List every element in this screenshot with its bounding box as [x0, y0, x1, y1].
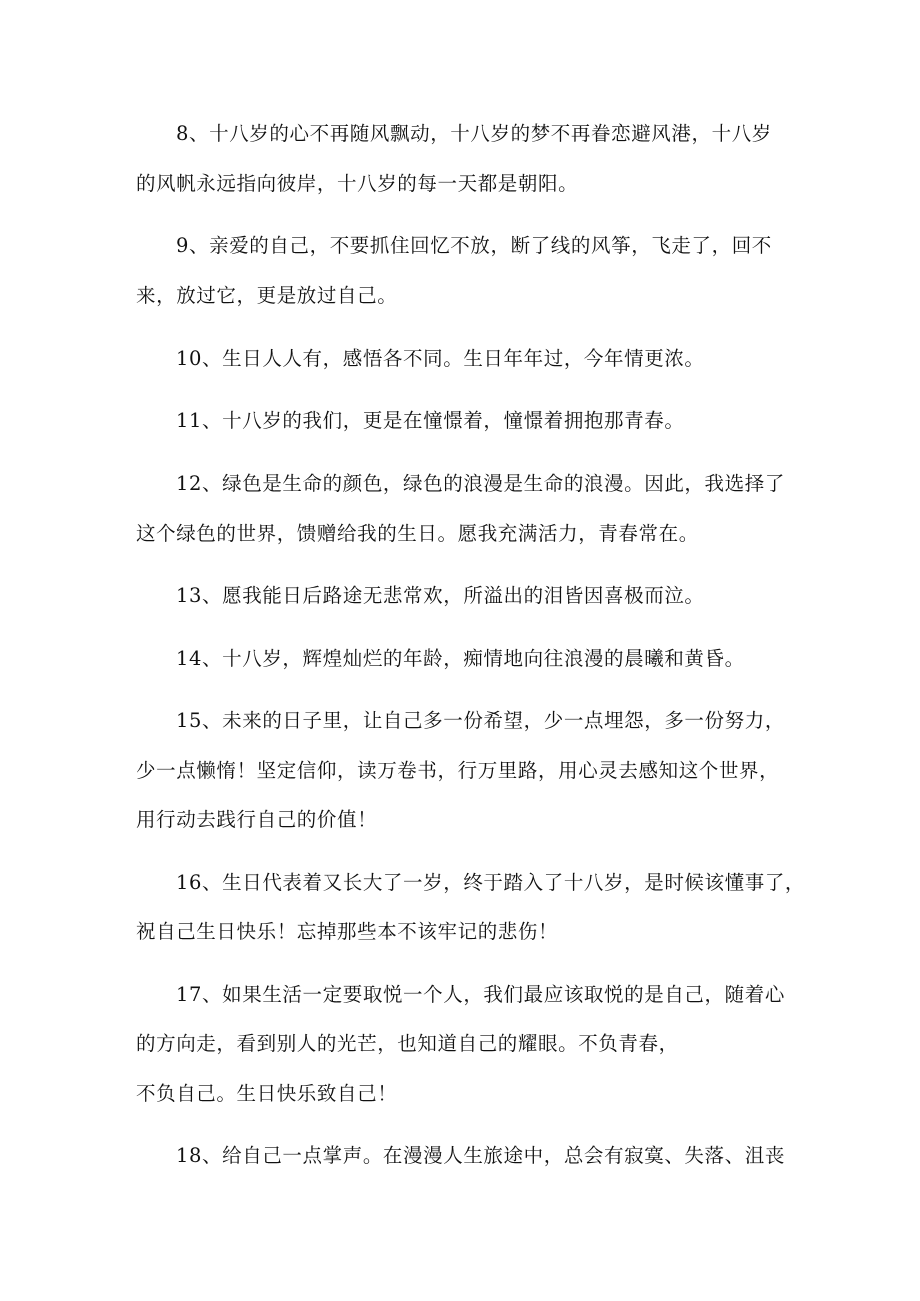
- paragraph-14-line-1: 14、十八岁，辉煌灿烂的年龄，痴情地向往浪漫的晨曦和黄昏。: [176, 647, 745, 670]
- paragraph-17-line-2: 的方向走，看到别人的光芒，也知道自己的耀眼。不负青春，: [136, 1032, 679, 1055]
- paragraph-17-line-1: 17、如果生活一定要取悦一个人，我们最应该取悦的是自己，随着心: [176, 983, 785, 1006]
- paragraph-18-line-1: 18、给自己一点掌声。在漫漫人生旅途中，总会有寂寞、失落、沮丧: [176, 1144, 785, 1167]
- paragraph-8-line-1: 8、十八岁的心不再随风飘动，十八岁的梦不再眷恋避风港，十八岁: [176, 122, 772, 145]
- paragraph-15-line-3: 用行动去践行自己的价值！: [136, 808, 378, 831]
- paragraph-11-line-1: 11、十八岁的我们，更是在憧憬着，憧憬着拥抱那青春。: [176, 409, 685, 432]
- paragraph-17-line-3: 不负自己。生日快乐致自己！: [136, 1082, 398, 1105]
- paragraph-9-line-1: 9、亲爱的自己，不要抓住回忆不放，断了线的风筝，飞走了，回不: [176, 234, 772, 257]
- paragraph-12-line-2: 这个绿色的世界，馈赠给我的生日。愿我充满活力，青春常在。: [136, 522, 699, 545]
- paragraph-8-line-2: 的风帆永远指向彼岸，十八岁的每一天都是朝阳。: [136, 172, 579, 195]
- paragraph-10-line-1: 10、生日人人有，感悟各不同。生日年年过，今年情更浓。: [176, 347, 705, 370]
- paragraph-9-line-2: 来，放过它，更是放过自己。: [136, 284, 398, 307]
- paragraph-13-line-1: 13、愿我能日后路途无悲常欢，所溢出的泪皆因喜极而泣。: [176, 584, 705, 607]
- paragraph-12-line-1: 12、绿色是生命的颜色，绿色的浪漫是生命的浪漫。因此，我选择了: [176, 472, 785, 495]
- paragraph-15-line-2: 少一点懒惰！坚定信仰，读万卷书，行万里路，用心灵去感知这个世界，: [136, 759, 780, 782]
- paragraph-15-line-1: 15、未来的日子里，让自己多一份希望，少一点埋怨，多一份努力，: [176, 709, 785, 732]
- paragraph-16-line-2: 祝自己生日快乐！忘掉那些本不该牢记的悲伤！: [136, 920, 559, 943]
- paragraph-16-line-1: 16、生日代表着又长大了一岁，终于踏入了十八岁，是时候该懂事了，: [176, 871, 806, 894]
